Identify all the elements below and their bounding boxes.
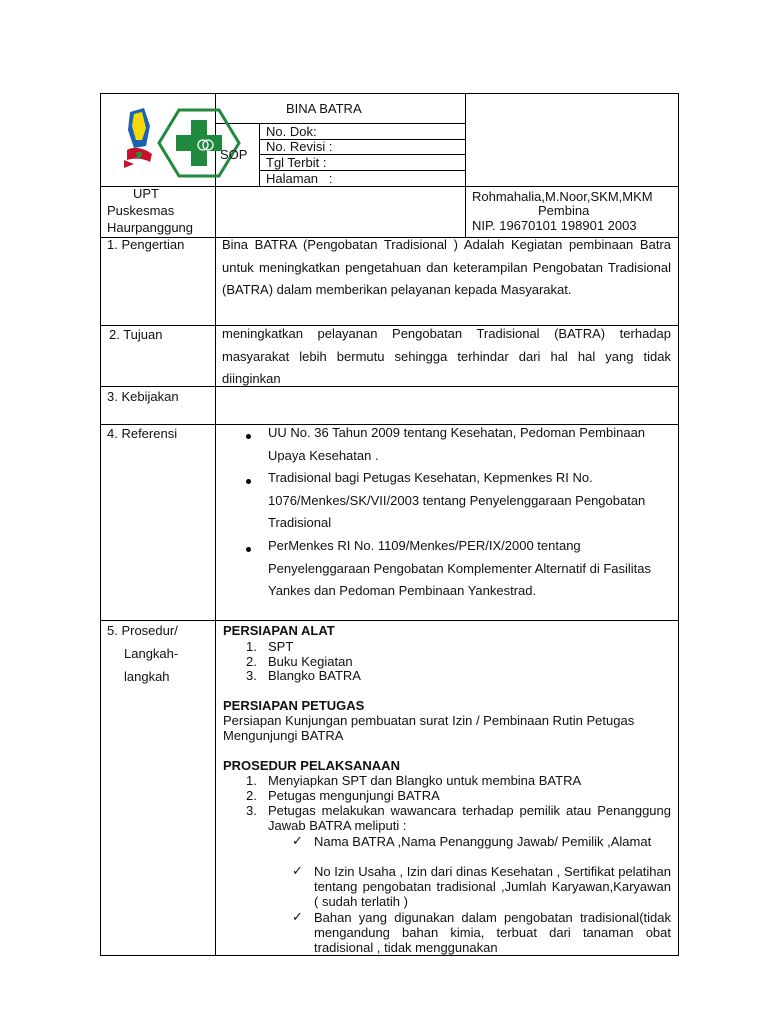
table-border-top [100, 93, 679, 94]
bullet-icon [246, 547, 251, 552]
bullet-icon [246, 479, 251, 484]
referensi-item: Tradisional bagi Petugas Kesehatan, Kepmenkes RI No. 1076/Menkes/SK/VII/2003 tentang Penyelenggaraan Pengobatan Tradisional [268, 470, 646, 530]
label-prosedur-2: Langkah- [124, 646, 179, 661]
puskesmas-logo [157, 108, 241, 178]
row-line [215, 123, 466, 124]
check-icon: ✓ [292, 833, 303, 848]
header-right-divider [465, 93, 466, 237]
table-border-bottom [100, 955, 679, 956]
unit-name-line2: Puskesmas [107, 203, 175, 218]
list-number: 2. [246, 788, 257, 803]
check-item: Bahan yang digunakan dalam pengobatan tradisional(tidak mengandung bahan kimia, terbuat dari tanaman obat tradisional , tidak menggunakan [314, 910, 671, 955]
referensi-item: PerMenkes RI No. 1109/Menkes/PER/IX/2000 tentang Penyelenggaraan Pengobatan Komplementer Alternatif di Fasilitas Yankes dan Pedoman Pembinaan Yankestrad. [268, 538, 652, 598]
list-number: 2. [246, 654, 257, 669]
regional-logo [124, 106, 154, 170]
label-tujuan: 2. Tujuan [109, 327, 163, 342]
list-number: 3. [246, 803, 257, 818]
text-persiapan-petugas: Persiapan Kunjungan pembuatan surat Izin / Pembinaan Rutin Petugas Mengunjungi BATRA [223, 713, 635, 743]
signatory-role: Pembina [538, 203, 590, 218]
pelaksanaan-item: Petugas mengunjungi BATRA [268, 788, 440, 803]
check-icon: ✓ [292, 863, 303, 878]
field-halaman: Halaman : [266, 171, 333, 186]
column-divider [215, 93, 216, 956]
list-number: 1. [246, 639, 257, 654]
heading-prosedur-pelaksanaan: PROSEDUR PELAKSANAAN [223, 758, 400, 773]
alat-item: SPT [268, 639, 294, 654]
alat-item: Buku Kegiatan [268, 654, 353, 669]
alat-item: Blangko BATRA [268, 668, 361, 683]
heading-persiapan-petugas: PERSIAPAN PETUGAS [223, 698, 365, 713]
check-item: No Izin Usaha , Izin dari dinas Kesehatan , Sertifikat pelatihan tentang pengobatan tradisional ,Jumlah Karyawan,Karyawan ( sudah terlatih ) [314, 864, 671, 909]
pelaksanaan-item: Menyiapkan SPT dan Blangko untuk membina BATRA [268, 773, 582, 788]
signatory-nip: NIP. 19670101 198901 2003 [472, 218, 637, 233]
row-line [100, 186, 679, 187]
check-icon: ✓ [292, 909, 303, 924]
field-no-dok: No. Dok: [266, 124, 317, 139]
label-kebijakan: 3. Kebijakan [107, 389, 179, 404]
field-tgl-terbit: Tgl Terbit : [266, 155, 327, 170]
list-number: 3. [246, 668, 257, 683]
unit-name-line3: Haurpanggung [107, 220, 194, 235]
text-pengertian: Bina BATRA (Pengobatan Tradisional ) Adalah Kegiatan pembinaan Batra untuk meningkatkan pengetahuan dan keterampilan Pengobatan Tradisional (BATRA) dalam memberikan pelayanan kepada Masyarakat. [222, 237, 671, 297]
check-item: Nama BATRA ,Nama Penanggung Jawab/ Pemilik ,Alamat [314, 834, 652, 849]
signatory-name: Rohmahalia,M.Noor,SKM,MKM [472, 189, 653, 204]
bullet-icon [246, 434, 251, 439]
field-no-revisi: No. Revisi : [266, 139, 333, 154]
label-prosedur-1: 5. Prosedur/ [107, 623, 178, 638]
referensi-item: UU No. 36 Tahun 2009 tentang Kesehatan, Pedoman Pembinaan Upaya Kesehatan . [268, 425, 646, 463]
list-number: 1. [246, 773, 257, 788]
sop-label: SOP [220, 147, 248, 162]
row-line [100, 620, 679, 621]
document-title: BINA BATRA [286, 101, 362, 116]
pelaksanaan-item: Petugas melakukan wawancara terhadap pemilik atau Penanggung Jawab BATRA meliputi : [268, 803, 671, 833]
label-prosedur-3: langkah [124, 669, 170, 684]
table-border-right [678, 93, 679, 956]
table-border-left [100, 93, 101, 956]
label-pengertian: 1. Pengertian [107, 237, 185, 252]
text-tujuan: meningkatkan pelayanan Pengobatan Tradisional (BATRA) terhadap masyarakat lebih bermutu sehingga terhindar dari hal hal yang tidak diinginkan [222, 326, 671, 386]
unit-name-line1: UPT [133, 186, 159, 201]
heading-persiapan-alat: PERSIAPAN ALAT [223, 623, 335, 638]
label-referensi: 4. Referensi [107, 426, 178, 441]
